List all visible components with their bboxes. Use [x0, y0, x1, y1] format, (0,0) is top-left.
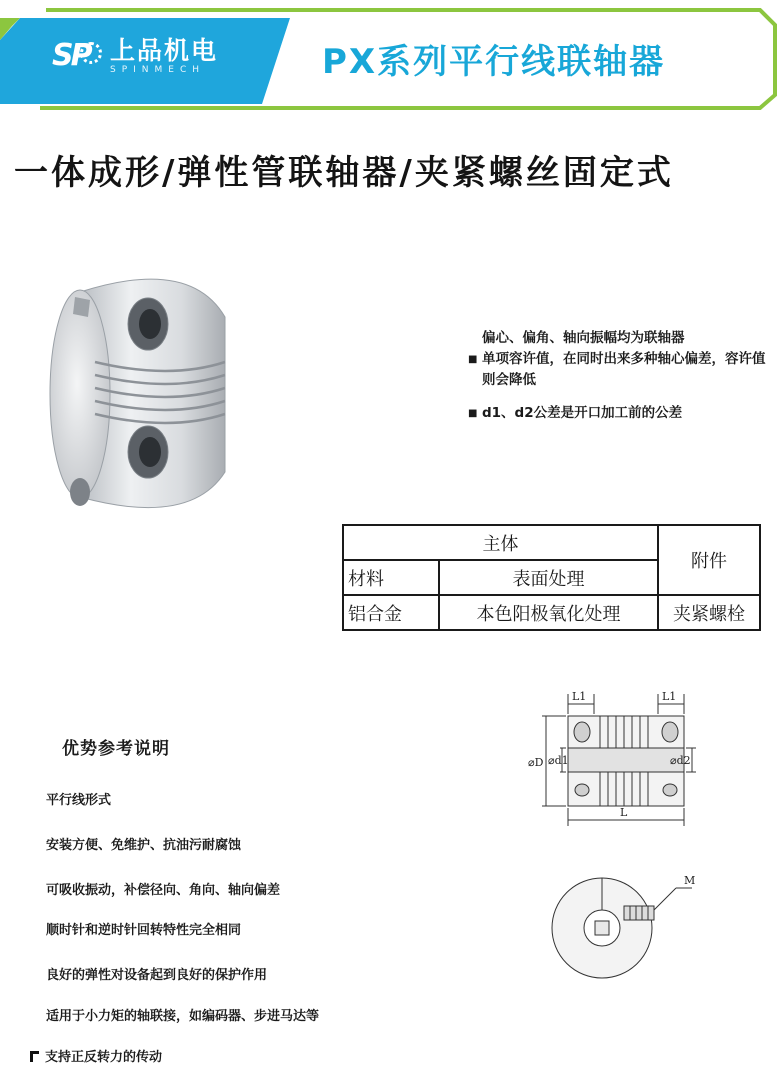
advantages-last-item: 支持正反转力的传动 [30, 1046, 162, 1065]
label-l1-right: L1 [662, 690, 677, 703]
company-logo [52, 34, 218, 78]
spec-table [342, 524, 761, 631]
square-bullet-icon: ■ [468, 354, 478, 365]
side-view-drawing [520, 686, 700, 835]
list-item: 良好的弹性对设备起到良好的保护作用 [46, 968, 268, 983]
table-header-material: 材料 [343, 560, 439, 595]
list-item: 适用于小力矩的轴联接，如编码器、步进马达等 [46, 1009, 320, 1024]
logo-mark: SP [52, 36, 98, 76]
page-title: 一体成形/弹性管联轴器/夹紧螺丝固定式 [14, 153, 674, 193]
table-header-surface: 表面处理 [439, 560, 658, 595]
header-banner [0, 0, 780, 112]
note-item: 偏心、偏角、轴向振幅均为联轴器 [482, 330, 685, 346]
list-item: 可吸收振动，补偿径向、角向、轴向偏差 [46, 883, 281, 898]
label-d2: ⌀d2 [670, 754, 691, 767]
list-item: 安装方便、免维护、抗油污耐腐蚀 [46, 838, 242, 853]
label-d1: ⌀d1 [548, 754, 569, 767]
table-cell-accessory: 夹紧螺栓 [658, 595, 760, 630]
product-image [40, 262, 240, 521]
list-item: 顺时针和逆时针回转特性完全相同 [46, 923, 242, 938]
table-cell-surface: 本色阳极氧化处理 [439, 595, 658, 630]
square-bullet-icon: ■ [468, 408, 478, 419]
label-d-outer: ⌀D [528, 756, 544, 769]
label-l1-left: L1 [572, 690, 587, 703]
note-item: ■ d1、d2公差是开口加工前的公差 [468, 403, 778, 424]
logo-chinese-name: 上品机电 [110, 36, 219, 65]
table-header-body: 主体 [343, 525, 658, 560]
logo-english-name: SPINMECH [110, 65, 206, 75]
note-item: ■ 单项容许值，在同时出来多种轴心偏差，容许值则会降低 [468, 349, 778, 391]
label-l-total: L [620, 806, 628, 819]
series-title: PX系列平行线联轴器 [322, 42, 666, 82]
advantages-title: 优势参考说明 [62, 739, 170, 759]
table-cell-material: 铝合金 [343, 595, 439, 630]
corner-bullet-icon [30, 1051, 39, 1062]
gear-icon [80, 42, 102, 64]
list-item: 平行线形式 [46, 793, 112, 808]
table-header-accessory: 附件 [658, 525, 760, 595]
notes-block [468, 328, 778, 424]
front-view-drawing [540, 870, 720, 994]
label-m-screw: M [684, 874, 696, 887]
